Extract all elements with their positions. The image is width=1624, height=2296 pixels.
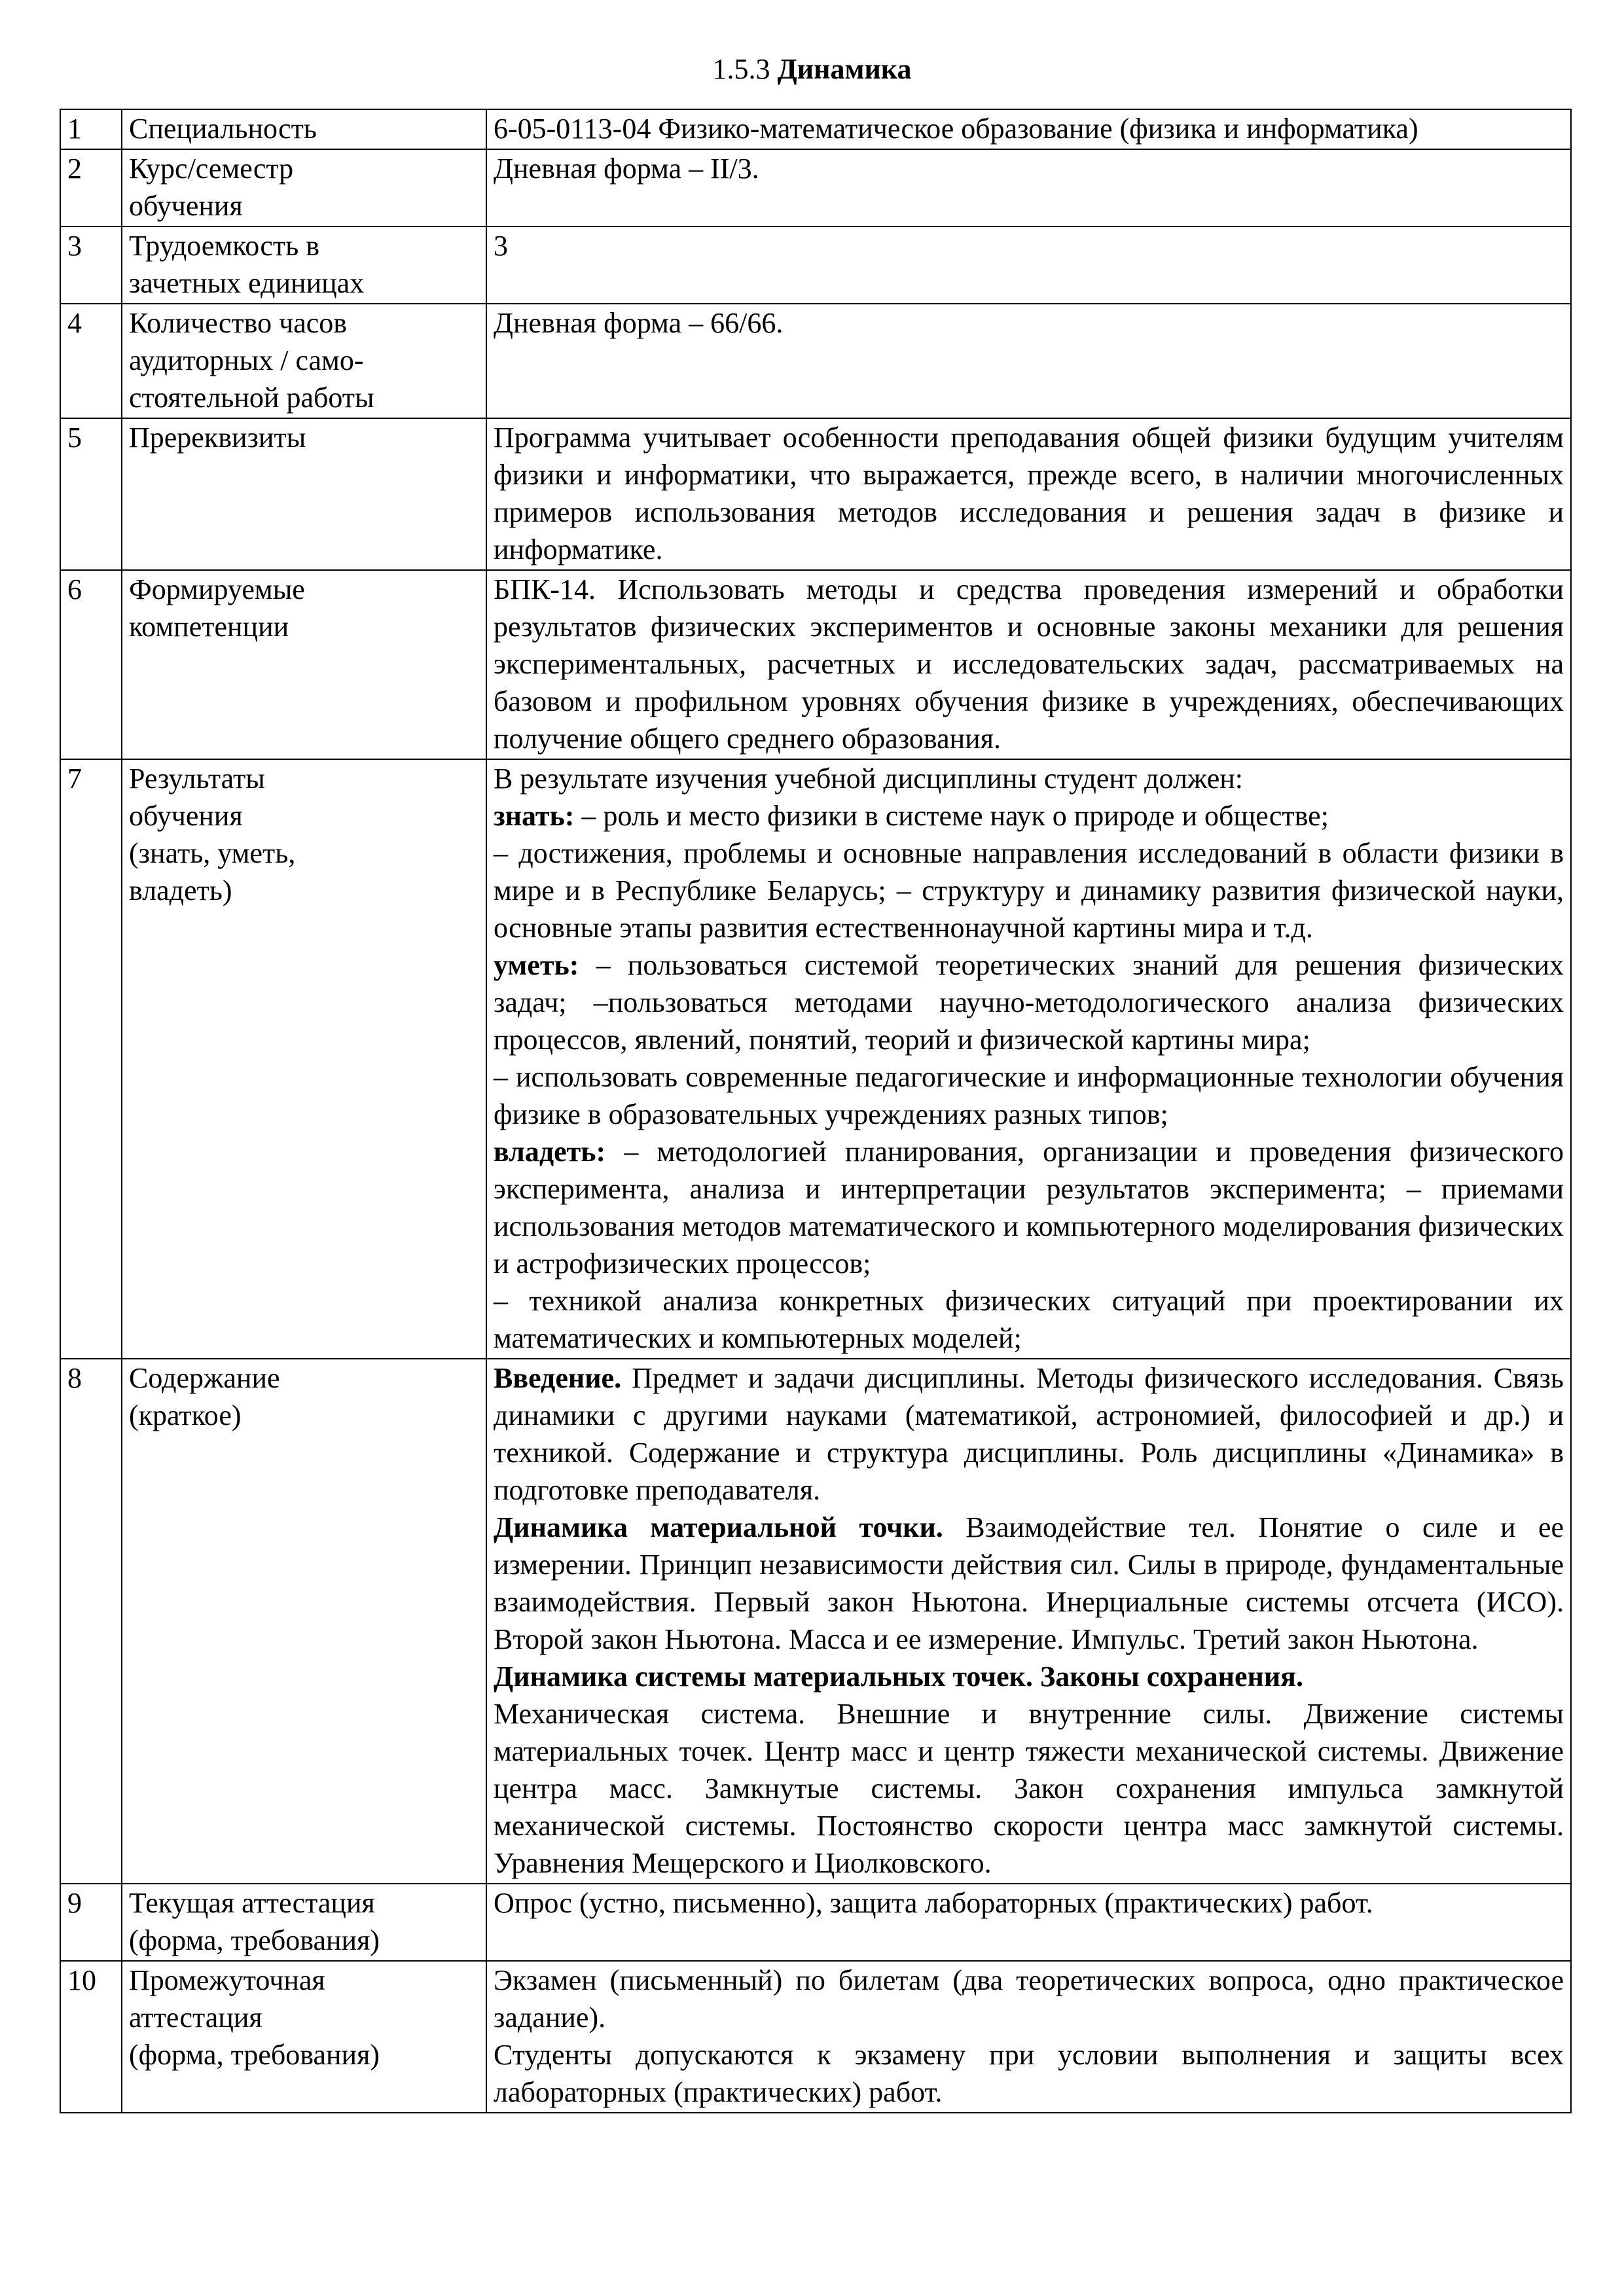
value-paragraph	[494, 760, 1564, 797]
table-row	[60, 226, 1571, 304]
course-spec-table	[60, 109, 1572, 2113]
value-paragraph	[494, 110, 1564, 147]
row-label	[122, 1359, 486, 1884]
value-text: Студенты допускаются к экзамену при условии выполнения и защиты всех лабораторных (практических) работ.	[494, 2039, 1564, 2108]
row-label	[122, 570, 486, 759]
row-label-line: Формируемые	[129, 573, 305, 605]
value-text: Экзамен (письменный) по билетам (два теоретических вопроса, одно практическое задание).	[494, 1964, 1564, 2034]
row-label-line: Пререквизиты	[129, 422, 306, 454]
table-row	[60, 109, 1571, 149]
value-paragraph	[494, 571, 1564, 757]
row-number: 8	[60, 1359, 122, 1884]
row-label-line: компетенции	[129, 611, 289, 643]
table-row	[60, 418, 1571, 570]
row-value	[486, 570, 1571, 759]
row-label-line: (краткое)	[129, 1399, 242, 1431]
value-text: Опрос (устно, письменно), защита лабораторных (практических) работ.	[494, 1887, 1373, 1919]
row-number: 7	[60, 759, 122, 1359]
bold-term: Введение.	[494, 1362, 622, 1394]
value-paragraph	[494, 150, 1564, 187]
row-label	[122, 226, 486, 304]
table-row	[60, 304, 1571, 418]
row-label-line: аттестация	[129, 2001, 262, 2034]
value-text: 6-05-0113-04 Физико-математическое образование (физика и информатика)	[494, 113, 1418, 145]
course-spec-table-body	[60, 109, 1571, 2113]
row-number: 3	[60, 226, 122, 304]
row-number: 5	[60, 418, 122, 570]
table-row	[60, 149, 1571, 226]
value-text: – техникой анализа конкретных физических ситуаций при проектировании их математических и компьютерных моделей;	[494, 1285, 1564, 1354]
row-value	[486, 418, 1571, 570]
table-row	[60, 570, 1571, 759]
row-label-line: Трудоемкость в	[129, 230, 319, 262]
row-label-line: обучения	[129, 800, 243, 832]
value-paragraph	[494, 797, 1564, 834]
section-name: Динамика	[777, 53, 912, 85]
row-value	[486, 149, 1571, 226]
value-text: – достижения, проблемы и основные направления исследований в области физики в мире и в Республике Беларусь; – структуру и динамику развития физической науки, основные этапы развития естественнонаучной картины мира и т.д.	[494, 837, 1564, 944]
value-paragraph	[494, 1658, 1564, 1695]
value-paragraph	[494, 419, 1564, 568]
row-label-line: (форма, требования)	[129, 1924, 380, 1956]
value-text: Предмет и задачи дисциплины. Методы физического исследования. Связь динамики с другими науками (математикой, астрономией, философией и др.) и техникой. Содержание и структура дисциплины. Роль дисциплины «Динамика» в подготовке преподавателя.	[494, 1362, 1564, 1506]
bold-term: владеть:	[494, 1136, 606, 1168]
row-value	[486, 226, 1571, 304]
value-text: – роль и место физики в системе наук о природе и обществе;	[574, 800, 1329, 832]
page-title	[0, 51, 1624, 88]
value-text: Механическая система. Внешние и внутренние силы. Движение системы материальных точек. Центр масс и центр тяжести механической системы. Движение центра масс. Замкнутые системы. Закон сохранения импульса замкнутой механической системы. Постоянство скорости центра масс замкнутой системы. Уравнения Мещерского и Циолковского.	[494, 1698, 1564, 1879]
row-label-line: Количество часов	[129, 307, 348, 339]
value-paragraph	[494, 2036, 1564, 2111]
row-label-line: Результаты	[129, 762, 265, 795]
value-paragraph	[494, 946, 1564, 1058]
table-row	[60, 759, 1571, 1359]
row-value	[486, 1359, 1571, 1884]
row-label	[122, 1884, 486, 1961]
row-label-line: Текущая аттестация	[129, 1887, 375, 1919]
row-label-line: зачетных единицах	[129, 267, 365, 299]
row-label-line: стоятельной работы	[129, 382, 374, 414]
row-label	[122, 759, 486, 1359]
row-label-line: аудиторных / само-	[129, 344, 364, 376]
value-text: В результате изучения учебной дисциплины студент должен:	[494, 762, 1244, 795]
value-paragraph	[494, 1058, 1564, 1133]
row-value	[486, 304, 1571, 418]
row-number: 9	[60, 1884, 122, 1961]
value-paragraph	[494, 1359, 1564, 1509]
row-label	[122, 1961, 486, 2113]
row-label-line: Специальность	[129, 113, 317, 145]
row-value	[486, 759, 1571, 1359]
value-paragraph	[494, 1695, 1564, 1882]
row-label-line: (знать, уметь,	[129, 837, 296, 869]
row-label-line: Курс/семестр	[129, 152, 294, 185]
table-row	[60, 1884, 1571, 1961]
value-paragraph	[494, 1962, 1564, 2036]
value-text: Программа учитывает особенности преподавания общей физики будущим учителям физики и информатики, что выражается, прежде всего, в наличии многочисленных примеров использования методов исследования и решения задач в физике и информатике.	[494, 422, 1564, 565]
row-label-line: обучения	[129, 190, 243, 222]
value-text: – использовать современные педагогические и информационные технологии обучения физике в образовательных учреждениях разных типов;	[494, 1061, 1564, 1130]
row-number: 1	[60, 109, 122, 149]
row-value	[486, 109, 1571, 149]
section-number: 1.5.3	[712, 53, 770, 85]
row-number: 4	[60, 304, 122, 418]
row-label-line: Содержание	[129, 1362, 280, 1394]
value-text: Дневная форма – II/3.	[494, 152, 759, 185]
value-paragraph	[494, 304, 1564, 342]
value-text: – методологией планирования, организации и проведения физического эксперимента, анализа и интерпретации результатов эксперимента; – приемами использования методов математического и компьютерного моделирования физических и астрофизических процессов;	[494, 1136, 1564, 1280]
row-label-line: (форма, требования)	[129, 2039, 380, 2071]
value-paragraph	[494, 1884, 1564, 1922]
row-label-line: владеть)	[129, 874, 232, 906]
value-paragraph	[494, 834, 1564, 946]
value-text: 3	[494, 230, 508, 262]
row-label	[122, 304, 486, 418]
bold-term: знать:	[494, 800, 575, 832]
value-text: – пользоваться системой теоретических знаний для решения физических задач; –пользоваться методами научно-методологического анализа физических процессов, явлений, понятий, теорий и физической картины мира;	[494, 949, 1564, 1056]
row-label-line: Промежуточная	[129, 1964, 325, 1996]
row-value	[486, 1961, 1571, 2113]
table-row	[60, 1961, 1571, 2113]
value-paragraph	[494, 1133, 1564, 1282]
row-value	[486, 1884, 1571, 1961]
value-paragraph	[494, 1509, 1564, 1658]
row-label	[122, 109, 486, 149]
row-label	[122, 149, 486, 226]
row-number: 6	[60, 570, 122, 759]
row-number: 10	[60, 1961, 122, 2113]
value-text: БПК-14. Использовать методы и средства проведения измерений и обработки результатов физических экспериментов и основные законы механики для решения экспериментальных, расчетных и исследовательских задач, рассматриваемых на базовом и профильном уровнях обучения физике в учреждениях, обеспечивающих получение общего среднего образования.	[494, 573, 1564, 755]
value-text: Дневная форма – 66/66.	[494, 307, 784, 339]
value-text: Взаимодействие тел. Понятие о силе и ее измерении. Принцип независимости действия сил. Силы в природе, фундаментальные взаимодействия. Первый закон Ньютона. Инерциальные системы отсчета (ИСО). Второй закон Ньютона. Масса и ее измерение. Импульс. Третий закон Ньютона.	[494, 1511, 1564, 1655]
value-paragraph	[494, 227, 1564, 264]
value-paragraph	[494, 1282, 1564, 1357]
bold-term: Динамика материальной точки.	[494, 1511, 943, 1543]
row-number: 2	[60, 149, 122, 226]
table-row	[60, 1359, 1571, 1884]
bold-term: уметь:	[494, 949, 579, 981]
row-label	[122, 418, 486, 570]
bold-term: Динамика системы материальных точек. Законы сохранения.	[494, 1660, 1303, 1693]
